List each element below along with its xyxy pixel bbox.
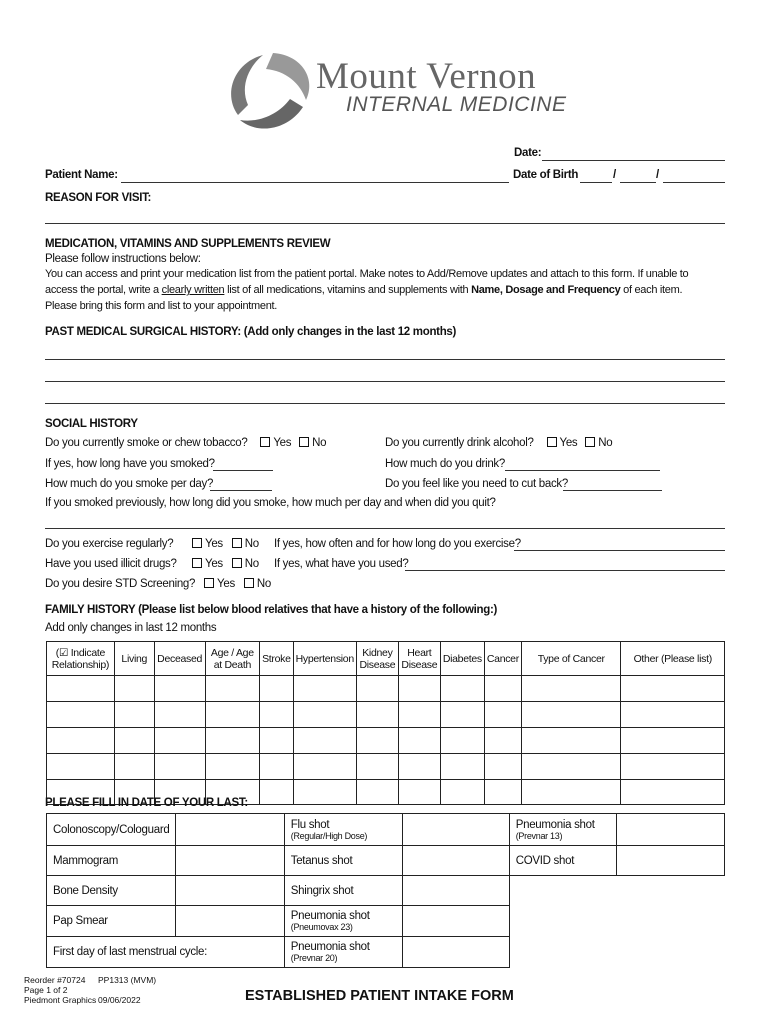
table-row	[47, 937, 725, 968]
form-title: ESTABLISHED PATIENT INTAKE FORM	[245, 988, 514, 1004]
bone-density-date[interactable]	[176, 876, 284, 906]
pap-smear-label: Pap Smear	[47, 906, 176, 937]
family-subheading: Add only changes in last 12 months	[45, 622, 217, 634]
family-history-table	[46, 641, 725, 805]
tobacco-question: Do you currently smoke or chew tobacco? Yes No	[45, 437, 327, 449]
drugs-no-checkbox[interactable]	[232, 558, 242, 568]
col-diabetes: Diabetes	[440, 642, 484, 676]
col-other: Other (Please list)	[621, 642, 725, 676]
col-kidney: Kidney Disease	[356, 642, 398, 676]
footer-printer: Piedmont Graphics	[24, 995, 97, 1005]
bone-density-label: Bone Density	[47, 876, 176, 906]
last-heading: PLEASE FILL IN DATE OF YOUR LAST:	[45, 797, 248, 809]
how-much-drink-field[interactable]	[505, 470, 660, 471]
mammogram-label: Mammogram	[47, 846, 176, 876]
social-heading: SOCIAL HISTORY	[45, 418, 138, 430]
std-question: Do you desire STD Screening? Yes No	[45, 578, 271, 590]
smoked-previously-label: If you smoked previously, how long did you smoke, how much per day and when did you quit?	[45, 497, 496, 509]
past-history-line-2[interactable]	[45, 381, 725, 382]
medication-heading: MEDICATION, VITAMINS AND SUPPLEMENTS REVIEW	[45, 238, 331, 250]
how-long-smoked-field[interactable]	[213, 470, 273, 471]
smoke-per-day-label: How much do you smoke per day?	[45, 478, 214, 490]
logo-subtitle: INTERNAL MEDICINE	[346, 93, 567, 116]
smoke-per-day-field[interactable]	[210, 490, 272, 491]
dob-month-field[interactable]	[580, 182, 612, 183]
date-label: Date:	[514, 147, 542, 159]
shingrix-label: Shingrix shot	[284, 876, 403, 906]
drugs-yes-checkbox[interactable]	[192, 558, 202, 568]
prevnar20-label: Pneumonia shot (Prevnar 20)	[284, 937, 403, 968]
mammogram-date[interactable]	[176, 846, 284, 876]
cut-back-label: Do you feel like you need to cut back?	[385, 478, 568, 490]
dob-sep-1: /	[613, 169, 617, 181]
colonoscopy-date[interactable]	[176, 814, 284, 846]
tobacco-yes-checkbox[interactable]	[260, 437, 270, 447]
medication-line-3: access the portal, write a clearly written list of all medications, vitamins and supplements with Name, Dosage and Frequency of each item.	[45, 284, 683, 296]
table-row[interactable]	[47, 728, 725, 754]
family-header-row	[47, 642, 725, 676]
footer-page: Page 1 of 2	[24, 985, 68, 995]
footer-pp: PP1313 (MVM)	[98, 975, 157, 985]
std-no-checkbox[interactable]	[244, 578, 254, 588]
col-age: Age / Age at Death	[205, 642, 259, 676]
table-row	[47, 876, 725, 906]
reason-label: REASON FOR VISIT:	[45, 192, 152, 204]
footer-date: 09/06/2022	[98, 995, 141, 1005]
how-much-drink-label: How much do you drink?	[385, 458, 505, 470]
dob-day-field[interactable]	[620, 182, 656, 183]
exercise-yes-checkbox[interactable]	[192, 538, 202, 548]
drugs-options: Yes No	[192, 558, 259, 570]
flu-label: Flu shot (Regular/High Dose)	[284, 814, 403, 846]
pneumonia13-date[interactable]	[616, 814, 724, 846]
exercise-options: Yes No	[192, 538, 259, 550]
tetanus-date[interactable]	[403, 846, 509, 876]
exercise-detail-field[interactable]	[514, 550, 725, 551]
exercise-detail-label: If yes, how often and for how long do you exercise?	[274, 538, 521, 550]
col-relationship: (☑ Indicate Relationship)	[47, 642, 115, 676]
exercise-no-checkbox[interactable]	[232, 538, 242, 548]
drugs-detail-label: If yes, what have you used?	[274, 558, 409, 570]
alcohol-question: Do you currently drink alcohol? Yes No	[385, 437, 613, 449]
alcohol-yes-checkbox[interactable]	[547, 437, 557, 447]
footer-reorder: Reorder #70724	[24, 975, 86, 985]
drugs-question: Have you used illicit drugs?	[45, 558, 177, 570]
table-row	[47, 814, 725, 846]
col-type-cancer: Type of Cancer	[521, 642, 621, 676]
smoked-previously-field[interactable]	[45, 528, 725, 529]
medication-line-4: Please bring this form and list to your appointment.	[45, 300, 278, 312]
exercise-question: Do you exercise regularly?	[45, 538, 174, 550]
covid-date[interactable]	[616, 846, 724, 876]
how-long-smoked-label: If yes, how long have you smoked?	[45, 458, 215, 470]
covid-label: COVID shot	[509, 846, 616, 876]
medication-line-1: Please follow instructions below:	[45, 253, 201, 265]
table-row[interactable]	[47, 702, 725, 728]
medication-line-2: You can access and print your medication list from the patient portal. Make notes to Add/Remove updates and attach to this form. If unable to	[45, 268, 689, 280]
logo-name: Mount Vernon	[316, 56, 537, 97]
past-history-heading: PAST MEDICAL SURGICAL HISTORY: (Add only changes in the last 12 months)	[45, 326, 457, 338]
dob-sep-2: /	[656, 169, 660, 181]
flu-date[interactable]	[403, 814, 509, 846]
family-heading: FAMILY HISTORY (Please list below blood relatives that have a history of the following:)	[45, 604, 498, 616]
pap-smear-date[interactable]	[176, 906, 284, 937]
patient-name-field[interactable]	[121, 182, 509, 183]
reason-field[interactable]	[45, 223, 725, 224]
alcohol-no-checkbox[interactable]	[585, 437, 595, 447]
past-history-line-1[interactable]	[45, 359, 725, 360]
drugs-detail-field[interactable]	[405, 570, 725, 571]
pneumovax-date[interactable]	[403, 906, 509, 937]
tetanus-label: Tetanus shot	[284, 846, 403, 876]
col-deceased: Deceased	[154, 642, 205, 676]
table-row	[47, 846, 725, 876]
col-hypertension: Hypertension	[293, 642, 356, 676]
last-dates-table	[46, 813, 725, 968]
table-row[interactable]	[47, 754, 725, 780]
patient-name-label: Patient Name:	[45, 169, 118, 181]
col-stroke: Stroke	[260, 642, 294, 676]
prevnar20-date[interactable]	[403, 937, 509, 968]
cut-back-field[interactable]	[563, 490, 662, 491]
table-row	[47, 906, 725, 937]
pneumovax-label: Pneumonia shot (Pneumovax 23)	[284, 906, 403, 937]
table-row[interactable]	[47, 676, 725, 702]
tobacco-no-checkbox[interactable]	[299, 437, 309, 447]
past-history-line-3[interactable]	[45, 403, 725, 404]
col-living: Living	[114, 642, 154, 676]
dob-year-field[interactable]	[663, 182, 725, 183]
dob-label: Date of Birth	[513, 169, 579, 181]
col-heart: Heart Disease	[398, 642, 440, 676]
date-field[interactable]	[542, 160, 725, 161]
std-yes-checkbox[interactable]	[204, 578, 214, 588]
shingrix-date[interactable]	[403, 876, 509, 906]
colonoscopy-label: Colonoscopy/Cologuard	[47, 814, 176, 846]
pneumonia13-label: Pneumonia shot (Prevnar 13)	[509, 814, 616, 846]
menstrual-label[interactable]: First day of last menstrual cycle:	[47, 937, 285, 968]
col-cancer: Cancer	[484, 642, 521, 676]
logo	[218, 45, 567, 135]
logo-mark-icon	[218, 45, 318, 135]
